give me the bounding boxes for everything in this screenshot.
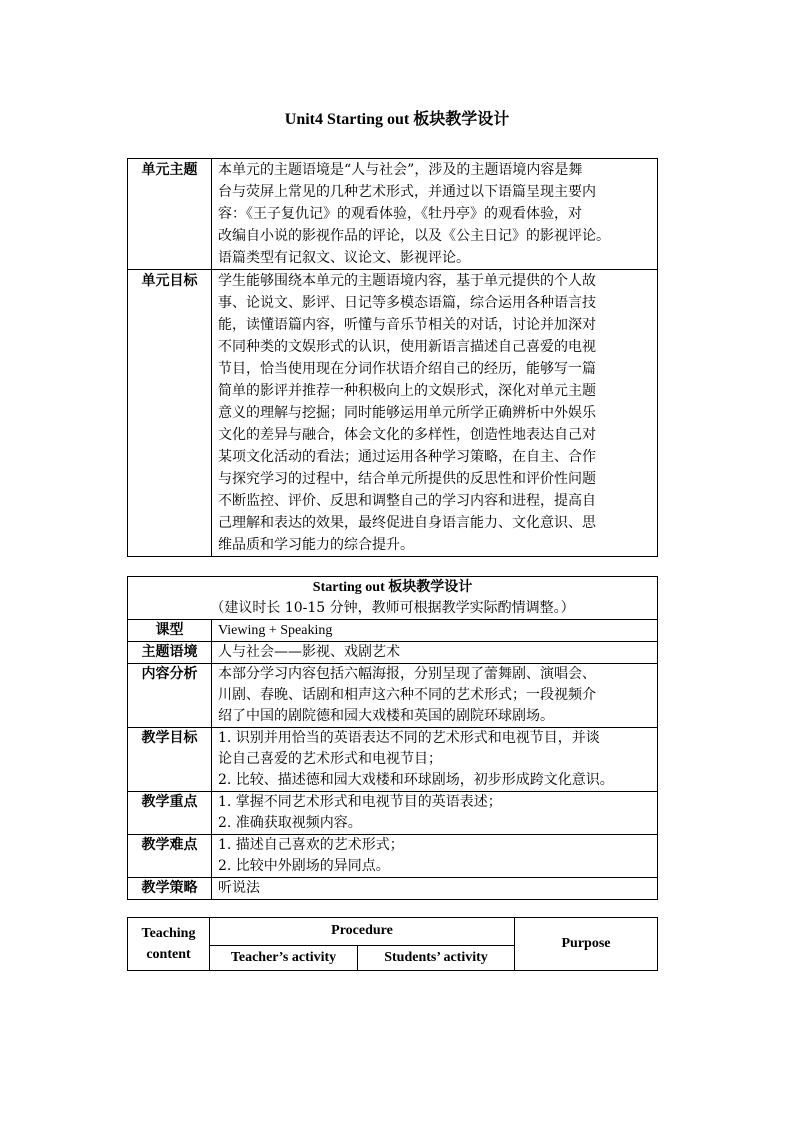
row-label: 单元目标	[128, 270, 212, 557]
unit-goals-text	[212, 270, 658, 557]
text-line: 事、论说文、影评、日记等多模态语篇，综合运用各种语言技	[218, 295, 596, 311]
text-line: 1. 描述自己喜欢的艺术形式；	[218, 837, 404, 853]
teaching-goals-text	[212, 728, 658, 792]
lesson-type-row	[128, 620, 658, 642]
difficult-points-text	[212, 835, 658, 878]
text-line: 节目，恰当使用现在分词作状语介绍自己的经历，能够写一篇	[218, 361, 596, 377]
document-title: Unit4 Starting out 板块教学设计	[284, 111, 510, 128]
theme-context-text	[212, 642, 658, 664]
content-analysis-row	[128, 664, 658, 728]
purpose-header: Purpose	[515, 918, 658, 971]
text-line: 简单的影评并推荐一种积极向上的文娱形式，深化对单元主题	[218, 383, 596, 399]
lesson-type-text	[212, 620, 658, 642]
text-line: Viewing + Speaking	[218, 623, 333, 638]
teaching-strategy-text	[212, 878, 658, 900]
lesson-header	[128, 577, 658, 620]
lesson-header-title: Starting out 板块教学设计	[312, 580, 473, 595]
unit-overview-table	[127, 158, 658, 557]
text-line: 学生能够围绕本单元的主题语境内容，基于单元提供的个人故	[218, 273, 596, 289]
teaching-goals-row	[128, 728, 658, 792]
unit-goals-row	[128, 270, 658, 557]
teaching-content-header: Teaching content	[128, 918, 210, 971]
text-line: 1. 识别并用恰当的英语表达不同的艺术形式和电视节目，并谈	[218, 730, 600, 746]
text-line: 川剧、春晚、话剧和相声这六种不同的艺术形式；一段视频介	[218, 687, 596, 703]
text-line: 本单元的主题语境是“人与社会”，涉及的主题语境内容是舞	[218, 162, 583, 178]
text-line: 意义的理解与挖掘；同时能够运用单元所学正确辨析中外娱乐	[218, 405, 596, 421]
teacher-activity-header: Teacher’s activity	[210, 945, 358, 970]
text-line: 1. 掌握不同艺术形式和电视节目的英语表述；	[218, 794, 502, 810]
procedure-table	[127, 917, 658, 971]
unit-theme-row	[128, 159, 658, 270]
theme-context-row	[128, 642, 658, 664]
text-line: 己理解和表达的效果，最终促进自身语言能力、文化意识、思	[218, 515, 596, 531]
teaching-strategy-row	[128, 878, 658, 900]
text-line: 与探究学习的过程中，结合单元所提供的反思性和评价性问题	[218, 471, 596, 487]
unit-theme-text	[212, 159, 658, 270]
row-label: 教学策略	[128, 878, 212, 900]
row-label: 课型	[128, 620, 212, 642]
lesson-header-row	[128, 577, 658, 620]
content-analysis-text	[212, 664, 658, 728]
text-line: 2. 准确获取视频内容。	[218, 815, 362, 831]
lesson-header-note: （建议时长 10-15 分钟，教师可根据教学实际酌情调整。）	[210, 600, 575, 616]
text-line: 论自己喜爱的艺术形式和电视节目；	[218, 751, 442, 767]
row-label: 教学难点	[128, 835, 212, 878]
text-line: 容：《王子复仇记》的观看体验，《牡丹亭》的观看体验，对	[218, 206, 582, 222]
row-label: 内容分析	[128, 664, 212, 728]
text-line: 2. 比较中外剧场的异同点。	[218, 858, 390, 874]
text-line: 语篇类型有记叙文、议论文、影视评论。	[218, 250, 470, 266]
row-label: 教学目标	[128, 728, 212, 792]
text-line: 改编自小说的影视作品的评论，以及《公主日记》的影视评论。	[218, 228, 610, 244]
row-label: 主题语境	[128, 642, 212, 664]
text-line: 台与荧屏上常见的几种艺术形式，并通过以下语篇呈现主要内	[218, 184, 596, 200]
students-activity-header: Students’ activity	[358, 945, 515, 970]
row-label: 单元主题	[128, 159, 212, 270]
procedure-header: Procedure	[210, 918, 515, 946]
key-points-text	[212, 792, 658, 835]
text-line: 文化的差异与融合，体会文化的多样性，创造性地表达自己对	[218, 427, 596, 443]
text-line: 维品质和学习能力的综合提升。	[218, 537, 414, 553]
text-line: 不断监控、评价、反思和调整自己的学习内容和进程，提高自	[218, 493, 596, 509]
text-line: 听说法	[218, 880, 260, 896]
procedure-header-row	[128, 918, 658, 946]
text-line: 能，读懂语篇内容，听懂与音乐节相关的对话，讨论并加深对	[218, 317, 596, 333]
text-line: 不同种类的文娱形式的认识，使用新语言描述自己喜爱的电视	[218, 339, 596, 355]
text-line: 2. 比较、描述德和园大戏楼和环球剧场，初步形成跨文化意识。	[218, 772, 614, 788]
difficult-points-row	[128, 835, 658, 878]
text-line: 本部分学习内容包括六幅海报，分别呈现了蕾舞剧、演唱会、	[218, 666, 596, 682]
text-line: 绍了中国的剧院德和园大戏楼和英国的剧院环球剧场。	[218, 708, 554, 724]
text-line: 某项文化活动的看法；通过运用各种学习策略，在自主、合作	[218, 449, 596, 465]
key-points-row	[128, 792, 658, 835]
row-label: 教学重点	[128, 792, 212, 835]
text-line: 人与社会——影视、戏剧艺术	[218, 644, 400, 660]
lesson-design-table	[127, 576, 658, 900]
